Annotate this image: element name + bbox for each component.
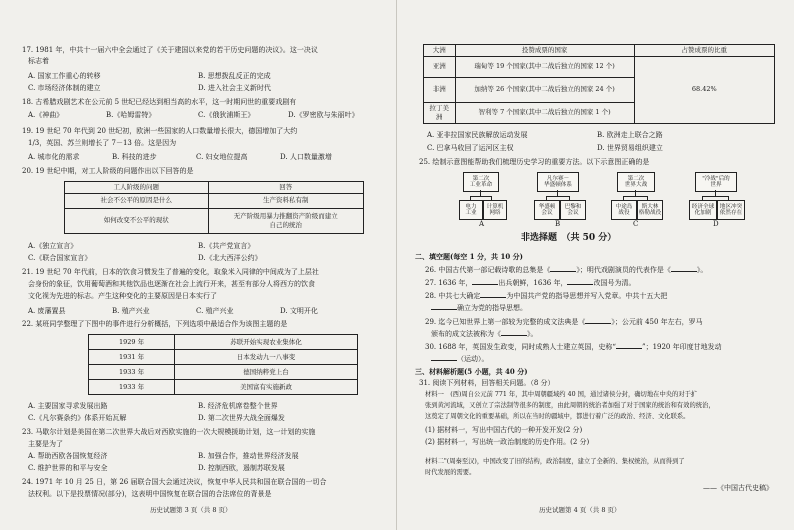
q28-text: 为中国共产党的指导思想并写入党章。中共十五大把 [506,292,668,300]
q27-text: 改国号为清。 [593,279,636,287]
q31-sub-1: (1) 据材料一，写出中国古代的一种开发开发(2 分) [425,426,583,434]
q22-option-b: B. 经济危机席卷整个世界 [198,402,278,410]
q21-stem-2: 会身份的象征，饮用葡萄酒和其他饮品也逐渐在社会上流行开来，甚至有部分人将西方的饮食 [28,280,315,288]
q20-table-cell-line1: 无产阶级用暴力推翻资产阶级而建立 [233,212,338,220]
q24-option-d: D. 世界贸易组织建立 [597,144,663,152]
q25-b-connector [546,196,570,197]
material-section-title: 三、材料解析题(5 小题，共 40 分) [415,367,528,376]
q27-text: 出兵朝鲜，1636 年， [498,279,568,287]
q25-c-connector [623,196,648,197]
q21-option-a: A. 废藩置县 [28,307,66,315]
vote-table-continent: 拉丁美洲 [424,102,456,123]
q23-stem: 23. 马歇尔计划是美国在第二次世界大战后对西欧实施的一次大规模援助计划，这一计划的实施 [22,428,316,436]
q26-text: 26. 中国古代第一部记载诗歌的总集是《 [425,266,551,274]
q22-option-c: C.《凡尔赛条约》体系开始瓦解 [28,414,127,422]
vote-table-continent: 非洲 [424,77,456,102]
q27 [425,277,635,288]
left-page-footer: 历史试题第 3 页（共 8 页） [150,506,232,514]
q25-b-right-box: 巴黎和 会议 [560,200,586,220]
q21-option-d: D. 文明开化 [280,307,318,315]
q29-text: 》。 [527,330,538,338]
q23-option-d: D. 控制西欧，遏制苏联发展 [198,464,285,472]
q19-stem-2: 1/3，英国、苏兰则增长了 7－13 倍。这是因为 [28,139,177,147]
vote-table-header-countries: 投赞成票的国家 [455,45,634,57]
q18-option-c: C.《俄狄浦斯王》 [198,111,255,119]
q24-stem: 24. 1971 年 10 月 25 日，第 26 届联合国大会通过决议，恢复中华人民共和国在联合国的一切合 [22,478,327,486]
q24-option-a: A. 亚非拉国家民族解放运动发展 [427,131,528,139]
q29-text: 29. 迄今已知世界上第一部较为完整的成文法典是《 [425,318,586,326]
fill-section-title: 二、填空题(每空 1 分，共 10 分) [415,252,523,261]
q28-line2 [431,302,527,313]
non-choice-heading: 非选择题 （共 50 分） [521,233,617,243]
q21-option-b: B. 殖产兴业 [112,307,150,315]
material-1-line: 材料一 (西)周自公元前 771 年，其中周朝疆域约 40 国，通过诸侯分封，确切地在中央的对于扩 [425,391,698,398]
q21-stem-3: 文化视为先进的标志。产生这种变化的主要原因是日本实行了 [28,292,217,300]
q19-option-c: C. 妇女地位提高 [196,153,248,161]
q23-stem-2: 主要是为了 [28,440,63,448]
material-2-line: 时代发展的需要。 [425,469,476,476]
q25-c-top-box: 第二次 世界大战 [617,172,655,192]
q22-timeline-event: 美国富有实施新政 [175,380,358,395]
q25-b-left-box: 华盛顿 会议 [534,200,560,220]
q20-table-cell: 生产资料私有制 [208,193,363,208]
q17-option-b: B. 思想拨乱反正的完成 [198,72,271,80]
q29-blank[interactable] [501,328,527,336]
q24-option-c: C. 巴拿马收回了运河区主权 [427,144,514,152]
material-source: ——《中国古代史稿》 [703,484,773,492]
q30-text: （运动）。 [457,355,489,363]
q22-timeline-year: 1931 年 [89,350,175,365]
q28-blank[interactable] [480,290,506,298]
q23-option-b: B. 加强合作，推动世界经济发展 [198,452,299,460]
q20-table-cell-line2: 自己的统治 [269,220,302,229]
q25-c-left-box: 中途岛 战役 [611,200,637,220]
q20-table-header-answer: 回答 [208,182,363,194]
q20-option-a: A.《独立宣言》 [28,242,78,250]
q23-option-a: A. 帮助西欧各国恢复经济 [28,452,108,460]
q25-d-right-box: 地区冲突 依然存在 [717,200,745,220]
q29 [425,316,703,327]
q28-text: 确立为党的指导思想。 [457,304,527,312]
q26-text: 》。 [696,266,708,274]
q17-stem-2: 标志着 [28,57,49,65]
q25-a-top-box: 第二次 工业革命 [463,172,499,192]
q24-vote-table [423,44,775,124]
q18-stem: 18. 古希腊戏剧艺术在公元前 5 世纪已经达到相当高的水平，这一时期问世的重要戏剧有 [22,98,297,106]
q22-timeline-year: 1933 年 [89,380,175,395]
q22-stem: 22. 某班同学整理了下图中的事件进行分析概括，下列选项中最适合作为该图主题的是 [22,320,288,328]
q30-blank[interactable] [431,353,457,361]
q22-timeline-year: 1933 年 [89,365,175,380]
q26-text: 》；明代戏剧演员的代表作是《 [576,266,671,274]
q23-option-c: C. 维护世界的和平与安全 [28,464,108,472]
q22-option-d: D. 第二次世界大战全面爆发 [198,414,285,422]
q25-a-right-box: 计算机 网络 [483,200,507,220]
q25-d-left-box: 经济全球 化加剧 [689,200,717,220]
q30-line2 [431,353,489,364]
q24-stem-2: 法权利。以下是投票情况(部分)，这表明中国恢复在联合国的合法席位的背景是 [28,490,272,498]
q27-text: 27. 1636 年， [425,279,473,287]
q21-stem: 21. 19 世纪 70 年代前，日本的饮食习惯发生了普遍的变化，取象米入同律的中间成为了上层社 [22,268,319,276]
q20-option-c: C.《联合国家宣言》 [28,254,92,262]
q25-a-label: A [479,220,485,228]
q20-table [64,181,364,234]
q25-stem: 25. 绘制示意图能帮助我们梳理历史学习的重要方法。以下示意图正确的是 [419,158,650,166]
q28-text: 28. 中共七大确定 [425,292,481,300]
vote-table-countries: 加纳等 26 个国家(其中二战后独立的国家 24 个) [455,77,634,102]
q29-text: 》；公元前 450 年左右，罗马 [611,318,703,326]
q27-blank[interactable] [472,277,498,285]
q19-option-a: A. 城市化的需求 [28,153,80,161]
q26-blank[interactable] [671,264,697,272]
q17-option-a: A. 国家工作重心的转移 [28,72,101,80]
vote-table-header-continent: 大洲 [424,45,456,57]
q22-timeline-event: 日本发动九一八事变 [175,350,358,365]
q20-option-b: B.《共产党宣言》 [198,242,255,250]
q18-option-a: A.《神曲》 [28,111,64,119]
q25-c-label: C [633,220,639,228]
q22-option-a: A. 主要国家寻求发展出路 [28,402,108,410]
q17-option-c: C. 市场经济体制的建立 [28,84,101,92]
q30-text: ”；1920 年印度甘地发动 [641,343,722,351]
q26 [425,264,707,275]
q20-stem: 20. 19 世纪中期，对工人阶级的问题作出以下回答的是 [22,167,194,175]
vote-table-continent: 亚洲 [424,56,456,77]
q22-timeline-event: 德国纳粹党上台 [175,365,358,380]
vote-table-countries: 瑞甸等 19 个国家(其中二战后独立的国家 12 个) [455,56,634,77]
q17-option-d: D. 进入社会主义新时代 [198,84,271,92]
q29-line2 [431,328,538,339]
q25-a-connector [470,196,492,197]
q20-table-cell [208,208,363,233]
right-page-footer: 历史试题第 4 页（共 8 页） [539,506,621,514]
q20-table-cell: 如何改变不公平的现状 [65,208,209,233]
q25-c-right-box: 斯大林 格勒战役 [637,200,663,220]
q31-stem: 31. 阅读下列材料，回答相关问题。（8 分） [419,379,555,387]
q25-d-top-box: "冷战"后的 世界 [695,172,737,192]
q29-text: 颁布的成文法被称为《 [431,330,501,338]
material-2-line: 材料二"(周秦至汉)，中国改变了旧的结构，政治制度，建立了全新的、集权统治，从而得到了 [425,458,685,465]
vote-table-ratio: 68.42% [634,56,774,123]
vote-table-countries: 智利等 7 个国家(其中二战后独立的国家 1 个) [455,102,634,123]
q25-d-connector [702,196,729,197]
q25-b-top-box: 凡尔赛－ 华盛顿体系 [537,172,579,192]
q24-option-b: B. 欧洲走上联合之路 [597,131,663,139]
right-page [397,0,794,530]
q20-table-header-problem: 工人阶级的问题 [65,182,209,194]
q18-option-d: D.《罗密欧与朱丽叶》 [288,111,359,119]
q25-b-label: B [555,220,561,228]
q25-a-left-box: 电力 工业 [459,200,483,220]
q22-timeline-table [88,334,358,395]
q29-blank[interactable] [585,316,611,324]
q17-stem: 17. 1981 年，中共十一届六中全会通过了《关于建国以来党的若干历史问题的决议》。这一决议 [22,46,318,54]
q20-table-cell: 社会不公平的原因是什么 [65,193,209,208]
q19-option-b: B. 科技的进步 [112,153,157,161]
q28-blank[interactable] [431,302,457,310]
q25-d-label: D [713,220,719,228]
q21-option-c: C. 殖产兴业 [196,307,234,315]
q22-timeline-event: 苏联开始实现农业集体化 [175,335,358,350]
q31-sub-2: (2) 据材料一，写出统一政治制度的历史作用。(2 分) [425,438,590,446]
q26-blank[interactable] [550,264,576,272]
q22-timeline-year: 1929 年 [89,335,175,350]
q30-blank[interactable] [616,341,642,349]
q30 [425,341,722,352]
q20-option-d: D.《北大西洋公约》 [198,254,262,262]
q27-blank[interactable] [567,277,593,285]
q18-option-b: B.《哈姆雷特》 [106,111,156,119]
vote-table-header-ratio: 占赞成票的比重 [634,45,774,57]
q19-option-d: D. 人口数量激增 [280,153,332,161]
material-1-line: 张到黄河流域，又创立了宗法制等很多的制度，由此周朝的统治者加强了对于国家的统治和有效的统治， [425,402,715,409]
q28 [425,290,667,301]
q19-stem: 19. 19 世纪 70 年代到 20 世纪初，欧洲一些国家的人口数量增长很大，德国增加了大约 [22,127,298,135]
material-1-line: 这奠定了周朝文化的重要基础，所以在当时的疆域中，都进行着广泛的政治、经济、文化联系。 [425,413,690,420]
q30-text: 30. 1688 年，英国发生政变，同时成熟人士建立英国，史称“ [425,343,616,351]
